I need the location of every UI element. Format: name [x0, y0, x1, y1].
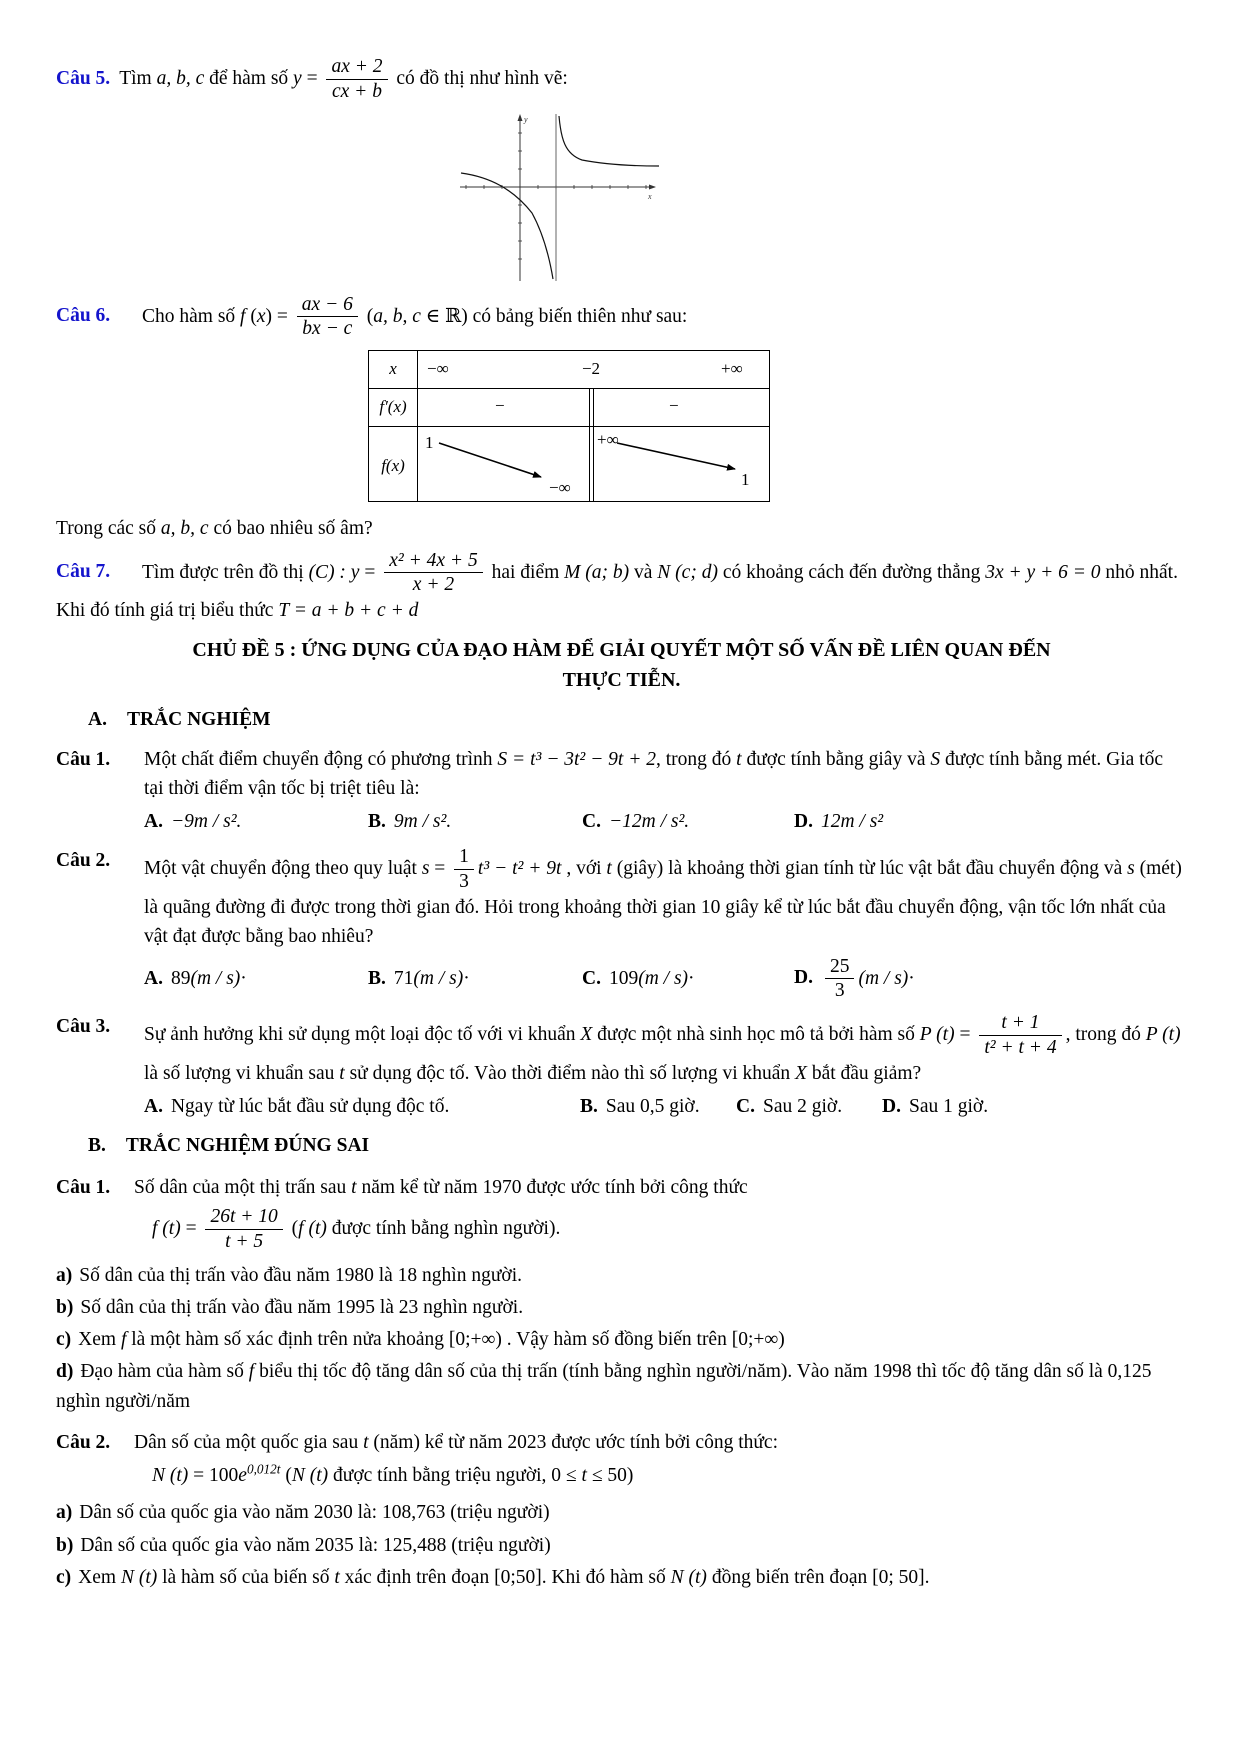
question-6-followup-text: Trong các số a, b, c có bao nhiêu số âm?: [56, 518, 373, 540]
chapter-title: [56, 635, 1187, 695]
option-b-key: B.: [580, 1096, 598, 1118]
fraction-numerator: x² + 4x + 5: [384, 550, 482, 574]
fraction-denominator: cx + b: [332, 80, 382, 102]
mc-question-2-body: [144, 846, 1187, 951]
option-c-text: 109(m / s)·: [608, 968, 695, 990]
question-7-label: Câu 7.: [56, 561, 111, 583]
mc-question-1-label: Câu 1.: [56, 748, 111, 770]
fraction-denominator: x + 2: [412, 574, 455, 596]
fraction-numerator: ax − 6: [297, 294, 358, 318]
table-header-fprime: f′(x): [379, 397, 407, 417]
fraction-numerator: 26t + 10: [205, 1206, 282, 1230]
tf-question-2-label: Câu 2.: [56, 1431, 111, 1453]
item-c-key: c): [56, 1566, 72, 1588]
tf-question-2-item-a: [56, 1498, 1187, 1527]
tf-question-1-formula: [152, 1206, 1187, 1253]
item-a-key: a): [56, 1264, 73, 1286]
item-c-text: Xem N (t) là hàm số của biến số t xác định trên đoạn [0;50]. Khi đó hàm số N (t) đồng biến trên đoạn [0; 50].: [78, 1566, 930, 1588]
table-header-x: x: [389, 359, 397, 379]
option-c-text: Sau 2 giờ.: [762, 1096, 843, 1118]
option-c-key: C.: [582, 968, 601, 990]
tf-question-1-item-b: [56, 1293, 1187, 1322]
chapter-title-line2: THỰC TIỄN.: [562, 669, 681, 692]
table-double-line: [593, 388, 594, 501]
tf-question-2: [56, 1428, 1187, 1457]
section-a-title: [88, 705, 1187, 734]
mc-question-2-text-post: t³ − t² + 9t , với t (giây) là khoảng thời gian tính từ lúc vật bắt đầu chuyển động và s (mét) là quãng đường đi được trong thời gian đó. Hỏi trong khoảng thời gian 10 giây kể từ lúc bắt đầu chuyển động, vận tốc lớn nhất của vật đạt được bằng bao nhiêu?: [144, 858, 1182, 948]
item-b-key: b): [56, 1296, 74, 1318]
option-b-text: 71(m / s)·: [393, 968, 470, 990]
option-d-fraction: [825, 956, 855, 1003]
formula-text: N $(t) = 100e^{0,012t}$ (N (t) được tính bằng triệu người, 0 ≤ t ≤ 50): [152, 1461, 634, 1487]
table-header-f: f(x): [381, 456, 405, 476]
f-limit-left-end: −∞: [549, 478, 571, 498]
function-graph: [458, 109, 663, 284]
mc-question-2-text-pre: Một vật chuyển động theo quy luật s =: [144, 858, 451, 880]
tf-question-1-fraction: [205, 1206, 282, 1253]
fraction-denominator: bx − c: [302, 318, 353, 340]
item-b-text: Dân số của quốc gia vào năm 2035 là: 125,488 (triệu người): [80, 1534, 551, 1556]
section-b-text: TRẮC NGHIỆM ĐÚNG SAI: [125, 1135, 370, 1157]
mc-question-1: [56, 745, 1187, 804]
item-d-text: Đạo hàm của hàm số f biểu thị tốc độ tăng dân số của thị trấn (tính bằng nghìn người/năm). Vào năm 1998 thì tốc độ tăng dân số là 0,125 nghìn người/năm: [56, 1361, 1152, 1412]
mc-question-2-options: [144, 956, 1187, 1003]
question-6-fraction: [297, 294, 358, 341]
formula-post: (f (t) được tính bằng nghìn người).: [286, 1217, 561, 1239]
tf-question-2-formula: [152, 1461, 1187, 1490]
question-7-fraction: [384, 550, 482, 597]
mc-question-2-fraction: [454, 846, 474, 893]
option-d-key: D.: [882, 1096, 901, 1118]
fraction-denominator: t² + t + 4: [984, 1037, 1057, 1059]
item-b-key: b): [56, 1534, 74, 1556]
curve-right-branch: [559, 116, 659, 166]
x-axis-label: x: [648, 191, 652, 201]
decreasing-arrow-left: [437, 439, 549, 483]
mc-question-3-text-post: , trong đó P (t) là số lượng vi khuẩn sau t sử dụng độc tố. Vào thời điểm nào thì số lượng vi khuẩn X bắt đầu giảm?: [144, 1024, 1181, 1084]
option-b: [368, 964, 582, 993]
curve-left-branch: [461, 173, 553, 279]
option-a-key: A.: [144, 968, 163, 990]
item-a-text: Số dân của thị trấn vào đầu năm 1980 là 18 nghìn người.: [79, 1264, 523, 1286]
table-row-line: [369, 388, 769, 389]
f-limit-right-start: +∞: [597, 430, 619, 450]
option-c-text: −12m / s².: [608, 811, 690, 833]
option-a-key: A.: [144, 811, 163, 833]
question-7: [56, 550, 1187, 626]
mc-question-1-options: [144, 807, 1187, 836]
option-d-text: Sau 1 giờ.: [908, 1096, 989, 1118]
option-b-text: Sau 0,5 giờ.: [605, 1096, 700, 1118]
tf-question-1-body: Số dân của một thị trấn sau t năm kể từ năm 1970 được ước tính bởi công thức: [134, 1176, 748, 1198]
option-c: [736, 1092, 882, 1121]
x-value-mid: −2: [581, 359, 601, 379]
option-d: [794, 807, 1187, 836]
section-b-title: [88, 1131, 1187, 1160]
fraction-numerator: t + 1: [979, 1012, 1061, 1036]
tf-question-1-item-d: [56, 1357, 1187, 1416]
fraction-denominator: 3: [834, 980, 845, 1002]
option-c: [582, 964, 794, 993]
fraction-numerator: 1: [454, 846, 474, 870]
option-a-text: −9m / s².: [170, 811, 242, 833]
option-d: [882, 1092, 1187, 1121]
item-c-key: c): [56, 1329, 72, 1351]
mc-question-2-label: Câu 2.: [56, 850, 111, 872]
question-5: [56, 56, 1187, 103]
section-a-prefix: A.: [88, 709, 107, 731]
tf-question-2-item-b: [56, 1531, 1187, 1560]
tf-question-2-item-c: [56, 1563, 1187, 1592]
question-6-followup: [56, 514, 1187, 543]
tf-question-1: [56, 1173, 1187, 1202]
option-d-text: 12m / s²: [820, 811, 884, 833]
option-c-key: C.: [582, 811, 601, 833]
question-6-label: Câu 6.: [56, 305, 111, 327]
f-limit-left-start: 1: [425, 433, 434, 453]
option-c: [582, 807, 794, 836]
variation-table: [368, 350, 770, 502]
fprime-sign-right: −: [669, 396, 679, 416]
fraction-numerator: 25: [825, 956, 855, 980]
option-d-key: D.: [794, 967, 813, 989]
question-5-label: Câu 5.: [56, 67, 111, 89]
question-6: [56, 294, 1187, 341]
option-a-text: Ngay từ lúc bắt đầu sử dụng độc tố.: [170, 1096, 450, 1118]
mc-question-3-text-pre: Sự ảnh hưởng khi sử dụng một loại độc tố với vi khuẩn X được một nhà sinh học mô tả bởi hàm số P (t) =: [144, 1024, 976, 1046]
mc-question-3-body: [144, 1012, 1187, 1088]
fraction-denominator: t + 5: [225, 1230, 264, 1252]
item-c-text: Xem f là một hàm số xác định trên nửa khoảng [0;+∞) . Vậy hàm số đồng biến trên [0;+∞): [78, 1329, 785, 1351]
question-7-text-pre: Tìm được trên đồ thị (C) : y =: [142, 561, 381, 583]
item-d-key: d): [56, 1361, 74, 1383]
mc-question-2: [56, 846, 1187, 951]
mc-question-3-fraction: [979, 1012, 1061, 1059]
mc-question-3-label: Câu 3.: [56, 1016, 111, 1038]
option-b-text: 9m / s².: [393, 811, 452, 833]
tf-question-1-item-a: [56, 1261, 1187, 1290]
fraction-numerator: ax + 2: [326, 56, 387, 80]
x-value-right: +∞: [721, 359, 743, 379]
question-6-text-pre: Cho hàm số f (x) =: [142, 305, 293, 327]
y-axis-arrow: [518, 114, 523, 121]
tf-question-1-label: Câu 1.: [56, 1176, 111, 1198]
mc-question-3-options: [144, 1092, 1187, 1121]
x-axis-arrow: [649, 184, 656, 189]
question-5-fraction: [326, 56, 387, 103]
item-a-key: a): [56, 1502, 73, 1524]
chapter-title-line1: CHỦ ĐỀ 5 : ỨNG DỤNG CỦA ĐẠO HÀM ĐỂ GIẢI QUYẾT MỘT SỐ VẤN ĐỀ LIÊN QUAN ĐẾN: [192, 639, 1051, 662]
question-6-text-post: (a, b, c ∈ ℝ) có bảng biến thiên như sau:: [361, 305, 688, 327]
item-a-text: Dân số của quốc gia vào năm 2030 là: 108,763 (triệu người): [79, 1502, 550, 1524]
option-d-key: D.: [794, 811, 813, 833]
table-double-line: [589, 388, 590, 501]
tf-question-2-body: Dân số của một quốc gia sau t (năm) kể từ năm 2023 được ước tính bởi công thức:: [134, 1431, 778, 1453]
table-row-line: [369, 426, 769, 427]
section-b-prefix: B.: [88, 1135, 106, 1157]
formula-pre: f (t) =: [152, 1217, 202, 1239]
option-c-key: C.: [736, 1096, 755, 1118]
y-axis-label: y: [524, 114, 528, 124]
option-b-key: B.: [368, 811, 386, 833]
mc-question-1-body: Một chất điểm chuyển động có phương trình S = t³ − 3t² − 9t + 2, trong đó t được tính bằng giây và S được tính bằng mét. Gia tốc tại thời điểm vận tốc bị triệt tiêu là:: [144, 748, 1163, 799]
decreasing-arrow-right: [615, 439, 745, 477]
graph-canvas: [458, 109, 663, 284]
x-value-left: −∞: [427, 359, 449, 379]
option-a-text: 89(m / s)·: [170, 968, 247, 990]
item-b-text: Số dân của thị trấn vào đầu năm 1995 là 23 nghìn người.: [80, 1296, 524, 1318]
option-b-key: B.: [368, 968, 386, 990]
question-5-text-pre: Tìm a, b, c để hàm số y =: [119, 67, 323, 89]
section-a-text: TRẮC NGHIỆM: [126, 709, 271, 731]
question-7-text-post: hai điểm M (a; b) và N (c; d) có khoảng cách đến đường thẳng 3x + y + 6 = 0 nhỏ nhất. Khi đó tính giá trị biểu thức T = a + b + c + d: [56, 561, 1178, 622]
fraction-denominator: 3: [459, 871, 469, 893]
option-d-text: (m / s)·: [858, 967, 915, 989]
question-5-text-post: có đồ thị như hình vẽ:: [391, 67, 568, 89]
fprime-sign-left: −: [495, 396, 505, 416]
option-a: [144, 807, 368, 836]
tf-question-1-item-c: [56, 1325, 1187, 1354]
option-a: [144, 1092, 580, 1121]
option-b: [580, 1092, 736, 1121]
option-d: [794, 956, 1187, 1003]
f-limit-right-end: 1: [741, 470, 750, 490]
option-a-key: A.: [144, 1096, 163, 1118]
option-a: [144, 964, 368, 993]
option-b: [368, 807, 582, 836]
mc-question-3: [56, 1012, 1187, 1088]
